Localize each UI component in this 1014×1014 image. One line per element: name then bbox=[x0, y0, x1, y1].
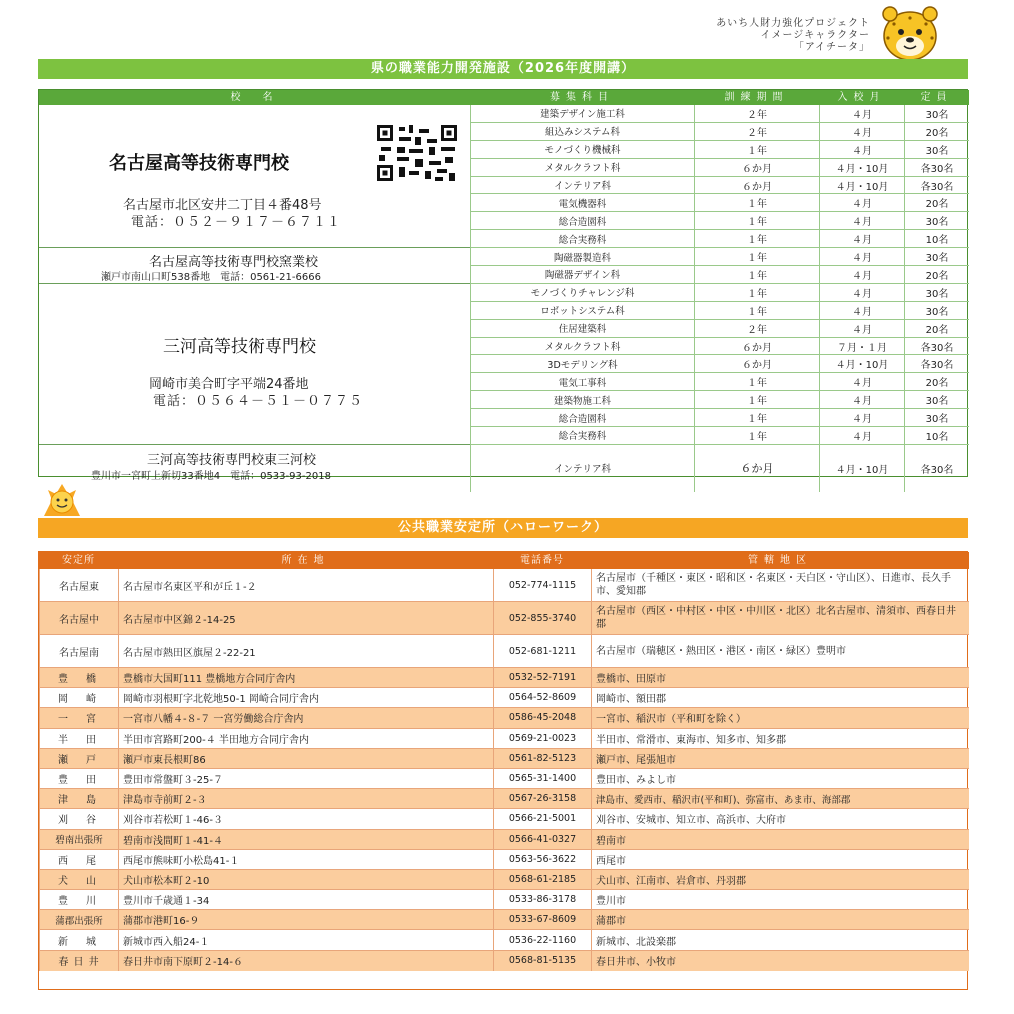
course-name: 建築物施工科 bbox=[470, 391, 694, 409]
course-intake: ４月 bbox=[819, 105, 904, 123]
course-intake: ４月 bbox=[819, 409, 904, 427]
office-phone: 0566-21-5001 bbox=[493, 809, 591, 829]
column-header: 募集科目 bbox=[470, 90, 694, 105]
school-block bbox=[39, 284, 470, 445]
office-address: 蒲郡市港町16-９ bbox=[118, 910, 493, 930]
school-name: 名古屋高等技術専門校窯業校 bbox=[149, 255, 319, 271]
office-address: 豊川市千歳通１-34 bbox=[118, 890, 493, 910]
office-name: 新 城 bbox=[39, 930, 118, 950]
office-phone: 0565-31-1400 bbox=[493, 769, 591, 789]
office-address: 豊田市常盤町３-25-７ bbox=[118, 769, 493, 789]
school-address: 名古屋市北区安井二丁目４番48号 bbox=[123, 198, 322, 213]
course-name: 陶磁器製造科 bbox=[470, 248, 694, 266]
course-intake: ４月 bbox=[819, 302, 904, 320]
office-name: 半 田 bbox=[39, 729, 118, 749]
office-jurisdiction: 瀬戸市、尾張旭市 bbox=[591, 749, 969, 769]
course-capacity: 10名 bbox=[904, 230, 969, 248]
office-phone: 0568-81-5135 bbox=[493, 951, 591, 971]
office-phone: 0586-45-2048 bbox=[493, 708, 591, 728]
mascot-caption bbox=[690, 18, 870, 54]
course-capacity: 各30名 bbox=[904, 338, 969, 356]
course-intake: ４月 bbox=[819, 194, 904, 212]
course-name: インテリア科 bbox=[470, 445, 694, 492]
column-header: 安定所 bbox=[39, 552, 118, 569]
office-address: 岡崎市羽根町字北乾地50-1 岡崎合同庁舎内 bbox=[118, 688, 493, 708]
course-intake: ７月・１月 bbox=[819, 338, 904, 356]
course-intake: ４月 bbox=[819, 230, 904, 248]
course-name: 総合造園科 bbox=[470, 409, 694, 427]
office-name: 西 尾 bbox=[39, 850, 118, 870]
course-duration: １年 bbox=[694, 248, 819, 266]
office-address: 刈谷市若松町１-46-３ bbox=[118, 809, 493, 829]
hellowork-table bbox=[38, 551, 968, 990]
office-address: 名古屋市名東区平和が丘１-２ bbox=[118, 569, 493, 602]
school-block bbox=[39, 105, 470, 248]
office-jurisdiction: 刈谷市、安城市、知立市、高浜市、大府市 bbox=[591, 809, 969, 829]
course-intake: ４月 bbox=[819, 373, 904, 391]
course-name: 総合実務科 bbox=[470, 230, 694, 248]
office-address: 名古屋市熱田区旗屋２-22-21 bbox=[118, 635, 493, 668]
course-name: モノづくり機械科 bbox=[470, 141, 694, 159]
course-name: 総合造園科 bbox=[470, 212, 694, 230]
office-jurisdiction: 西尾市 bbox=[591, 850, 969, 870]
office-jurisdiction: 名古屋市（千種区・東区・昭和区・名東区・天白区・守山区）、日進市、長久手市、愛知郡 bbox=[591, 569, 969, 602]
course-duration: １年 bbox=[694, 409, 819, 427]
course-intake: ４月 bbox=[819, 212, 904, 230]
course-duration: ６か月 bbox=[694, 177, 819, 195]
training-table bbox=[38, 89, 968, 482]
course-name: 電気機器科 bbox=[470, 194, 694, 212]
course-capacity: 各30名 bbox=[904, 445, 969, 492]
office-name: 豊 川 bbox=[39, 890, 118, 910]
course-capacity: 30名 bbox=[904, 302, 969, 320]
office-name: 名古屋東 bbox=[39, 569, 118, 602]
school-block bbox=[39, 445, 470, 492]
office-phone: 0568-61-2185 bbox=[493, 870, 591, 890]
training-section-title: 県の職業能力開発施設（2026年度開講） bbox=[38, 59, 968, 79]
office-address: 西尾市熊味町小松島41-１ bbox=[118, 850, 493, 870]
course-duration: １年 bbox=[694, 212, 819, 230]
course-capacity: 各30名 bbox=[904, 355, 969, 373]
course-intake: ４月 bbox=[819, 248, 904, 266]
mascot-caption-line: イメージキャラクター bbox=[760, 30, 870, 41]
course-capacity: 20名 bbox=[904, 123, 969, 141]
course-intake: ４月・10月 bbox=[819, 159, 904, 177]
office-phone: 052-855-3740 bbox=[493, 602, 591, 635]
office-jurisdiction: 名古屋市（瑞穂区・熱田区・港区・南区・緑区）豊明市 bbox=[591, 635, 969, 668]
course-duration: １年 bbox=[694, 373, 819, 391]
course-name: 総合実務科 bbox=[470, 427, 694, 445]
office-name: 豊 橋 bbox=[39, 668, 118, 688]
course-capacity: 30名 bbox=[904, 391, 969, 409]
course-name: 建築デザイン施工科 bbox=[470, 105, 694, 123]
course-intake: ４月・10月 bbox=[819, 177, 904, 195]
office-address: 碧南市浅間町１-41-４ bbox=[118, 830, 493, 850]
course-capacity: 30名 bbox=[904, 212, 969, 230]
course-name: モノづくりチャレンジ科 bbox=[470, 284, 694, 302]
office-address: 豊橋市大国町111 豊橋地方合同庁舎内 bbox=[118, 668, 493, 688]
course-capacity: 30名 bbox=[904, 248, 969, 266]
office-name: 一 宮 bbox=[39, 708, 118, 728]
course-duration: １年 bbox=[694, 284, 819, 302]
office-address: 新城市西入船24-１ bbox=[118, 930, 493, 950]
column-header: 訓練期間 bbox=[694, 90, 819, 105]
office-phone: 0532-52-7191 bbox=[493, 668, 591, 688]
office-name: 碧南出張所 bbox=[39, 830, 118, 850]
qr-code-icon bbox=[375, 123, 459, 183]
office-phone: 0564-52-8609 bbox=[493, 688, 591, 708]
office-jurisdiction: 豊川市 bbox=[591, 890, 969, 910]
office-name: 岡 崎 bbox=[39, 688, 118, 708]
column-header: 電話番号 bbox=[493, 552, 591, 569]
office-phone: 0533-86-3178 bbox=[493, 890, 591, 910]
course-capacity: 30名 bbox=[904, 284, 969, 302]
course-name: メタルクラフト科 bbox=[470, 338, 694, 356]
office-jurisdiction: 豊田市、みよし市 bbox=[591, 769, 969, 789]
office-name: 刈 谷 bbox=[39, 809, 118, 829]
school-name: 名古屋高等技術専門校 bbox=[109, 153, 289, 174]
course-duration: ６か月 bbox=[694, 159, 819, 177]
office-phone: 052-681-1211 bbox=[493, 635, 591, 668]
office-name: 蒲郡出張所 bbox=[39, 910, 118, 930]
office-name: 春 日 井 bbox=[39, 951, 118, 971]
office-phone: 0533-67-8609 bbox=[493, 910, 591, 930]
office-address: 半田市宮路町200-４ 半田地方合同庁舎内 bbox=[118, 729, 493, 749]
office-jurisdiction: 豊橋市、田原市 bbox=[591, 668, 969, 688]
course-duration: １年 bbox=[694, 194, 819, 212]
course-duration: １年 bbox=[694, 427, 819, 445]
office-phone: 0567-26-3158 bbox=[493, 789, 591, 809]
office-jurisdiction: 名古屋市（西区・中村区・中区・中川区・北区）北名古屋市、清須市、西春日井郡 bbox=[591, 602, 969, 635]
column-header: 所在地 bbox=[118, 552, 493, 569]
course-duration: １年 bbox=[694, 302, 819, 320]
course-name: メタルクラフト科 bbox=[470, 159, 694, 177]
office-jurisdiction: 犬山市、江南市、岩倉市、丹羽郡 bbox=[591, 870, 969, 890]
column-header: 管轄地区 bbox=[591, 552, 969, 569]
office-phone: 0569-21-0023 bbox=[493, 729, 591, 749]
course-name: ロボットシステム科 bbox=[470, 302, 694, 320]
course-intake: ４月・10月 bbox=[819, 355, 904, 373]
course-capacity: 10名 bbox=[904, 427, 969, 445]
course-capacity: 30名 bbox=[904, 409, 969, 427]
office-address: 春日井市南下原町２-14-６ bbox=[118, 951, 493, 971]
office-jurisdiction: 半田市、常滑市、東海市、知多市、知多郡 bbox=[591, 729, 969, 749]
course-intake: ４月 bbox=[819, 427, 904, 445]
course-name: 陶磁器デザイン科 bbox=[470, 266, 694, 284]
office-phone: 0563-56-3622 bbox=[493, 850, 591, 870]
hellowork-section-title: 公共職業安定所（ハローワーク） bbox=[38, 518, 968, 538]
course-intake: ４月・10月 bbox=[819, 445, 904, 492]
course-duration: ２年 bbox=[694, 320, 819, 338]
school-address: 岡崎市美合町字平端24番地 bbox=[149, 376, 309, 392]
office-jurisdiction: 一宮市、稲沢市（平和町を除く） bbox=[591, 708, 969, 728]
office-phone: 052-774-1115 bbox=[493, 569, 591, 602]
column-header: 入校月 bbox=[819, 90, 904, 105]
school-address-phone: 豊川市一宮町上新切33番地4 電話：0533-93-2018 bbox=[91, 470, 331, 482]
course-intake: ４月 bbox=[819, 141, 904, 159]
course-duration: ２年 bbox=[694, 105, 819, 123]
office-jurisdiction: 津島市、愛西市、稲沢市(平和町)、弥富市、あま市、海部郡 bbox=[591, 789, 969, 809]
office-name: 名古屋中 bbox=[39, 602, 118, 635]
course-intake: ４月 bbox=[819, 284, 904, 302]
office-jurisdiction: 碧南市 bbox=[591, 830, 969, 850]
office-address: 名古屋市中区錦２-14-25 bbox=[118, 602, 493, 635]
office-phone: 0561-82-5123 bbox=[493, 749, 591, 769]
course-capacity: 各30名 bbox=[904, 159, 969, 177]
course-duration: １年 bbox=[694, 266, 819, 284]
office-address: 瀬戸市東長根町86 bbox=[118, 749, 493, 769]
school-phone: 電話：０５２－９１７－６７１１ bbox=[131, 215, 342, 230]
school-phone: 電話：０５６４－５１－０７７５ bbox=[153, 393, 364, 409]
course-name: インテリア科 bbox=[470, 177, 694, 195]
course-intake: ４月 bbox=[819, 123, 904, 141]
course-duration: ２年 bbox=[694, 123, 819, 141]
course-intake: ４月 bbox=[819, 391, 904, 409]
office-address: 一宮市八幡４-８-７ 一宮労働総合庁舎内 bbox=[118, 708, 493, 728]
school-address-phone: 瀬戸市南山口町538番地 電話：0561-21-6666 bbox=[101, 272, 321, 284]
school-block bbox=[39, 248, 470, 284]
office-jurisdiction: 岡崎市、額田郡 bbox=[591, 688, 969, 708]
course-duration: １年 bbox=[694, 141, 819, 159]
cheetah-mascot-icon bbox=[874, 2, 946, 64]
course-capacity: 30名 bbox=[904, 141, 969, 159]
office-jurisdiction: 蒲郡市 bbox=[591, 910, 969, 930]
office-phone: 0566-41-0327 bbox=[493, 830, 591, 850]
mascot-caption-line: あいち人財力強化プロジェクト bbox=[716, 18, 870, 29]
office-name: 瀬 戸 bbox=[39, 749, 118, 769]
office-jurisdiction: 新城市、北設楽郡 bbox=[591, 930, 969, 950]
course-capacity: 各30名 bbox=[904, 177, 969, 195]
course-duration: １年 bbox=[694, 230, 819, 248]
course-name: 住居建築科 bbox=[470, 320, 694, 338]
course-duration: １年 bbox=[694, 391, 819, 409]
school-name: 三河高等技術専門校東三河校 bbox=[147, 452, 317, 468]
course-capacity: 30名 bbox=[904, 105, 969, 123]
school-name: 三河高等技術専門校 bbox=[163, 336, 316, 357]
office-phone: 0536-22-1160 bbox=[493, 930, 591, 950]
course-name: 組込みシステム科 bbox=[470, 123, 694, 141]
office-name: 犬 山 bbox=[39, 870, 118, 890]
course-name: 3Dモデリング科 bbox=[470, 355, 694, 373]
office-name: 豊 田 bbox=[39, 769, 118, 789]
course-capacity: 20名 bbox=[904, 320, 969, 338]
course-capacity: 20名 bbox=[904, 266, 969, 284]
office-name: 津 島 bbox=[39, 789, 118, 809]
course-intake: ４月 bbox=[819, 266, 904, 284]
course-intake: ４月 bbox=[819, 320, 904, 338]
mascot-caption-line: 「アイチータ」 bbox=[793, 42, 870, 53]
course-duration: ６か月 bbox=[694, 355, 819, 373]
course-capacity: 20名 bbox=[904, 194, 969, 212]
course-duration: ６か月 bbox=[694, 338, 819, 356]
course-name: 電気工事科 bbox=[470, 373, 694, 391]
office-address: 犬山市松本町２-10 bbox=[118, 870, 493, 890]
office-name: 名古屋南 bbox=[39, 635, 118, 668]
course-capacity: 20名 bbox=[904, 373, 969, 391]
column-header: 校 名 bbox=[39, 90, 470, 105]
sun-character-icon bbox=[40, 482, 84, 518]
course-duration: ６か月 bbox=[694, 445, 819, 492]
column-header: 定員 bbox=[904, 90, 969, 105]
office-jurisdiction: 春日井市、小牧市 bbox=[591, 951, 969, 971]
office-address: 津島市寺前町２-３ bbox=[118, 789, 493, 809]
